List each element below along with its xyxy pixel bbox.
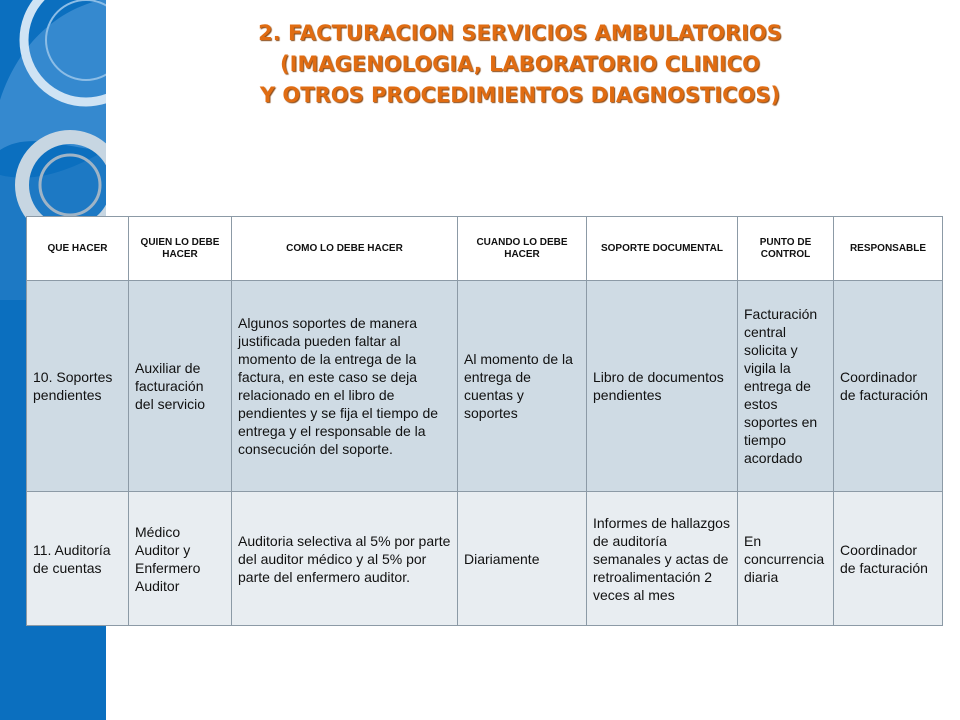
header-que-hacer: QUE HACER	[27, 217, 129, 281]
header-soporte: SOPORTE DOCUMENTAL	[587, 217, 738, 281]
cell-quien: Médico Auditor y Enfermero Auditor	[129, 492, 232, 626]
header-cuando: CUANDO LO DEBE HACER	[458, 217, 587, 281]
cell-como: Algunos soportes de manera justificada pueden faltar al momento de la entrega de la factura, en este caso se deja relacionado en el libro de pendientes y se fija el tiempo de entrega y el responsable de la consecución del soporte.	[232, 281, 458, 492]
cell-punto: En concurrencia diaria	[738, 492, 834, 626]
table-header-row	[27, 217, 943, 281]
cell-quien: Auxiliar de facturación del servicio	[129, 281, 232, 492]
header-quien: QUIEN LO DEBE HACER	[129, 217, 232, 281]
header-responsable: RESPONSABLE	[834, 217, 943, 281]
cell-responsable: Coordinador de facturación	[834, 281, 943, 492]
page-title	[120, 18, 920, 111]
title-line-2: (IMAGENOLOGIA, LABORATORIO CLINICO	[280, 52, 760, 76]
title-line-1: 2. FACTURACION SERVICIOS AMBULATORIOS	[258, 21, 782, 45]
cell-cuando: Diariamente	[458, 492, 587, 626]
header-como: COMO LO DEBE HACER	[232, 217, 458, 281]
title-line-3: Y OTROS PROCEDIMIENTOS DIAGNOSTICOS)	[259, 83, 781, 107]
cell-soporte: Libro de documentos pendientes	[587, 281, 738, 492]
cell-como: Auditoria selectiva al 5% por parte del auditor médico y al 5% por parte del enfermero auditor.	[232, 492, 458, 626]
cell-responsable: Coordinador de facturación	[834, 492, 943, 626]
cell-que: 10. Soportes pendientes	[27, 281, 129, 492]
cell-que: 11. Auditoría de cuentas	[27, 492, 129, 626]
procedures-table	[26, 216, 943, 626]
cell-punto: Facturación central solicita y vigila la entrega de estos soportes en tiempo acordado	[738, 281, 834, 492]
cell-soporte: Informes de hallazgos de auditoría semanales y actas de retroalimentación 2 veces al mes	[587, 492, 738, 626]
header-punto-control: PUNTO DE CONTROL	[738, 217, 834, 281]
cell-cuando: Al momento de la entrega de cuentas y soportes	[458, 281, 587, 492]
table-row	[27, 492, 943, 626]
table-row	[27, 281, 943, 492]
